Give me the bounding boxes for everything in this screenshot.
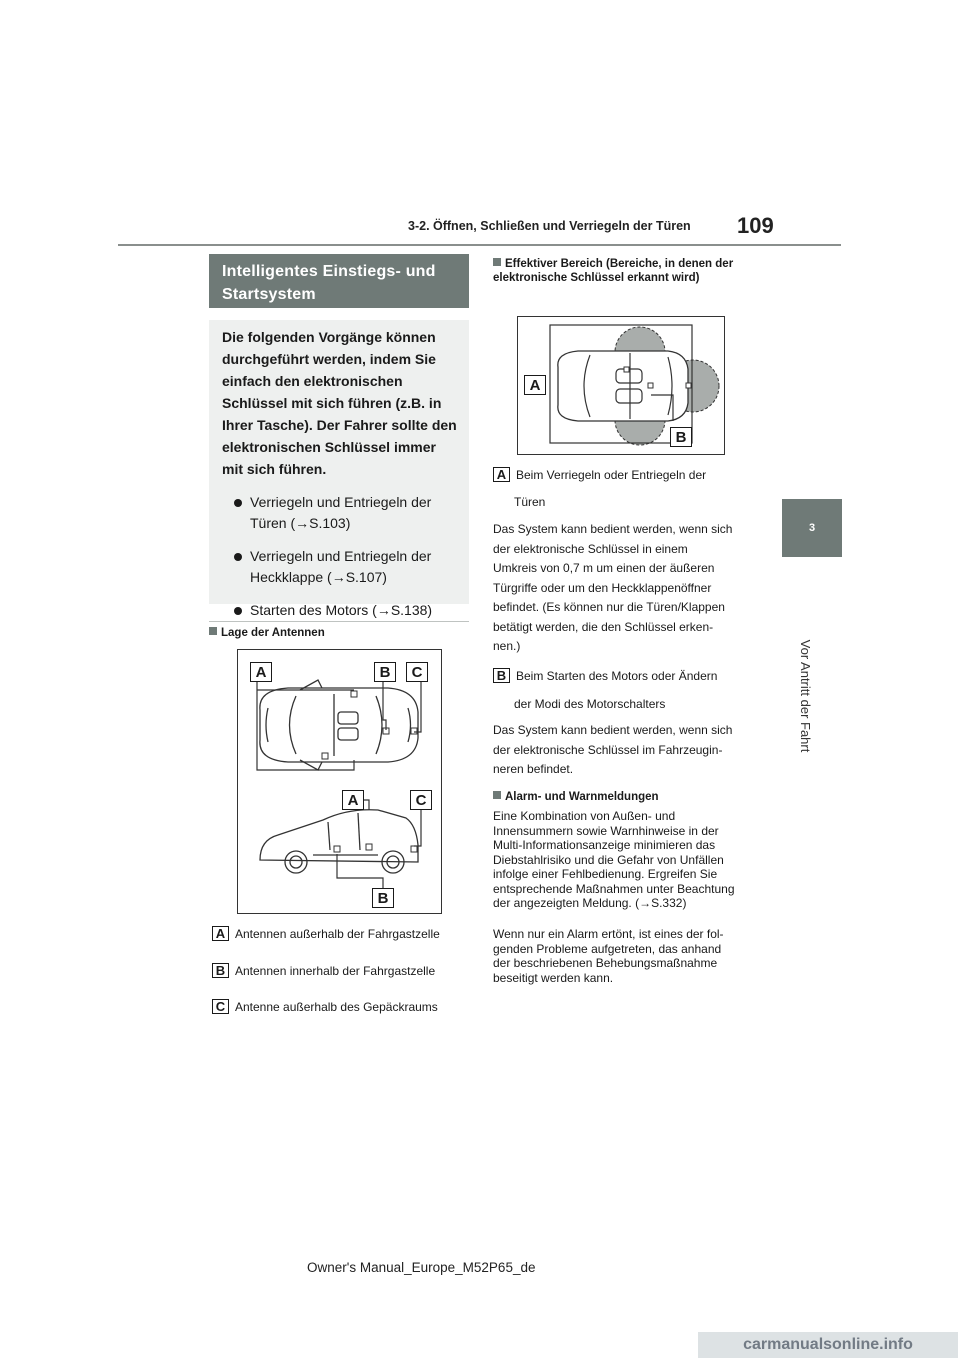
range-a-title xyxy=(493,467,706,482)
page-number: 109 xyxy=(737,213,774,238)
figure-label: C xyxy=(410,790,432,810)
legend-key: A xyxy=(212,926,229,941)
range-a-title-line1: Beim Verriegeln oder Entriegeln der xyxy=(516,467,707,482)
car-antenna-diagram xyxy=(238,650,441,913)
legend-text: Antenne außerhalb des Gepäckraums xyxy=(235,999,438,1014)
bullet-item xyxy=(222,546,459,588)
figure-label: B xyxy=(670,427,692,447)
legend-item xyxy=(212,963,435,978)
bullet-text: Starten des Motors (→S.138) xyxy=(250,602,433,618)
range-b-title-line2: der Modi des Motorschalters xyxy=(514,697,666,711)
square-bullet-icon xyxy=(493,258,501,266)
alarm-heading: Alarm- und Warnmeldungen xyxy=(493,790,659,804)
square-bullet-icon xyxy=(493,791,501,799)
legend-text: Antennen außerhalb der Fahrgastzelle xyxy=(235,926,440,941)
alarm-body-2: Wenn nur ein Alarm ertönt, ist eines der fol- genden Probleme aufgetreten, das anhand der beschriebenen Behebungsmaßnahme beseitigt werden kann. xyxy=(493,927,724,985)
footer-text: Owner's Manual_Europe_M52P65_de xyxy=(307,1260,536,1275)
figure-label: A xyxy=(342,790,364,810)
chapter-number: 3 xyxy=(808,522,816,534)
chapter-tab[interactable] xyxy=(782,499,842,557)
square-bullet-icon xyxy=(209,627,217,635)
figure-label: A xyxy=(524,375,546,395)
antenna-location-figure xyxy=(237,649,442,914)
section-heading: Intelligentes Einstiegs- und Startsystem xyxy=(222,263,436,303)
legend-key: A xyxy=(493,467,510,482)
legend-text: Antennen innerhalb der Fahrgastzelle xyxy=(235,963,436,978)
section-title: 3-2. Öffnen, Schließen und Verriegeln der Türen xyxy=(408,219,691,233)
legend-key: B xyxy=(493,668,510,683)
bullet-item xyxy=(222,600,459,621)
bullet-icon xyxy=(234,553,242,561)
figure-label: C xyxy=(406,662,428,682)
figure-label: B xyxy=(374,662,396,682)
figure-label: A xyxy=(250,662,272,682)
bullet-icon xyxy=(234,499,242,507)
intro-box xyxy=(209,320,469,618)
antenna-heading: Lage der Antennen xyxy=(209,626,325,640)
legend-item xyxy=(212,999,438,1014)
intro-text: Die folgenden Vorgänge können durchgeführt werden, indem Sie einfach den elektronischen Schlüssel mit sich führen (z.B. in Ihrer Tasche). Der Fahrer sollte den elektronischen Schlüssel immer mit sich führen. xyxy=(222,329,457,477)
legend-key: C xyxy=(212,999,229,1014)
range-diagram xyxy=(518,317,724,454)
range-b-title-line1: Beim Starten des Motors oder Ändern xyxy=(516,668,718,683)
bullet-icon xyxy=(234,607,242,615)
effective-range-figure xyxy=(517,316,725,455)
range-heading: Effektiver Bereich (Bereiche, in denen der elektronische Schlüssel erkannt wird) xyxy=(493,258,734,284)
legend-item xyxy=(212,926,440,941)
separator xyxy=(209,621,469,622)
bullet-item xyxy=(222,492,459,534)
alarm-body-1: Eine Kombination von Außen- und Innensummern sowie Warnhinweise in der Multi-Informationsanzeige minimieren das Diebstahlrisiko und die Gefahr von Unfällen infolge einer Fehlbedienung. Ergreifen Sie entsprechende Maßnahmen unter Beachtung der angezeigten Meldung. (→S.332) xyxy=(493,809,735,910)
range-a-title-line2: Türen xyxy=(514,495,546,509)
bullet-text: Verriegeln und Entriegeln der Türen (→S.103) xyxy=(250,494,432,531)
legend-key: B xyxy=(212,963,229,978)
range-b-title xyxy=(493,668,717,683)
header-rule xyxy=(118,244,841,246)
section-heading-box xyxy=(209,254,469,308)
range-a-body: Das System kann bedient werden, wenn sich der elektronische Schlüssel in einem Umkreis von 0,7 m um einen der äußeren Türgriffe oder um den Heckklappenöffner befindet. (Es können nur die Türen/Klappen betätigt werden, die den Schlüssel erken- nen.) xyxy=(493,522,733,653)
watermark-logo: carmanualsonline.info xyxy=(698,1332,958,1358)
figure-label: B xyxy=(372,888,394,908)
bullet-text: Verriegeln und Entriegeln der Heckklappe (→S.107) xyxy=(250,548,432,585)
chapter-title: Vor Antritt der Fahrt xyxy=(798,639,813,753)
range-b-body: Das System kann bedient werden, wenn sich der elektronische Schlüssel im Fahrzeugin- neren befindet. xyxy=(493,723,733,776)
